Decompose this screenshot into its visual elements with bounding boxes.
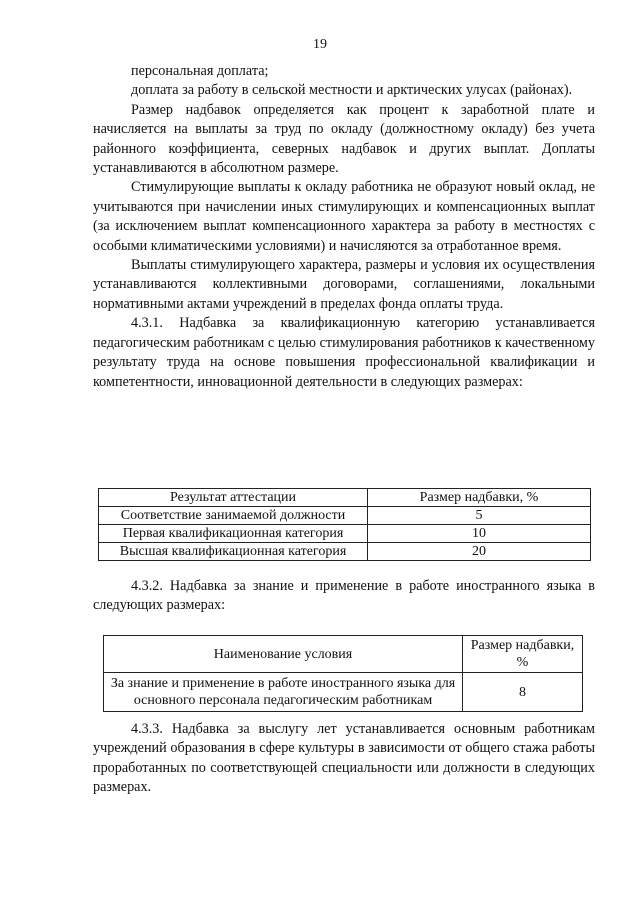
foreign-language-bonus-table (103, 635, 583, 712)
table-header-cell: Результат аттестации (99, 489, 368, 507)
paragraph: доплата за работу в сельской местности и арктических улусах (районах). (131, 82, 573, 99)
paragraph: 4.3.2. Надбавка за знание и применение в работе иностранного языка в следующих размерах: (93, 578, 595, 614)
table-cell: 10 (368, 525, 591, 543)
paragraph: Размер надбавок определяется как процент к заработной плате и начисляется на выплаты за труд по окладу (должностному окладу) без учета районного коэффициента, северных надбавок и других выплат. Доплаты устанавливаются в абсолютном размере. (93, 101, 595, 177)
table-cell: 20 (368, 543, 591, 561)
table-row (99, 507, 591, 525)
paragraph: 4.3.3. Надбавка за выслугу лет устанавливается основным работникам учреждений образования в сфере культуры в зависимости от общего стажа работы проработанных по соответствующей специальности или должности в следующих размерах. (93, 721, 595, 796)
table-header-cell: Размер надбавки, % (368, 489, 591, 507)
table-row (99, 543, 591, 561)
paragraph: Выплаты стимулирующего характера, размеры и условия их осуществления устанавливаются коллективными договорами, соглашениями, локальными нормативными актами учреждений в пределах фонда оплаты труда. (93, 257, 595, 312)
table-header-row (99, 489, 591, 507)
table-header-row (104, 636, 583, 673)
table-cell: Высшая квалификационная категория (99, 543, 368, 561)
paragraph: 4.3.1. Надбавка за квалификационную категорию устанавливается педагогическим работникам с целью стимулирования работников к качественному результату труда на основе повышения профессиональной квалификации и компетентности, инновационной деятельности в следующих размерах: (93, 315, 595, 390)
table-row (99, 525, 591, 543)
table-header-cell: Наименование условия (104, 636, 463, 673)
qualification-bonus-table (98, 488, 591, 561)
paragraph: персональная доплата; (131, 63, 269, 79)
table-cell: За знание и применение в работе иностранного языка для основного персонала педагогическим работникам (104, 673, 463, 712)
table-cell: 5 (368, 507, 591, 525)
paragraph: Стимулирующие выплаты к окладу работника не образуют новый оклад, не учитываются при начислении иных стимулирующих и компенсационных выплат (за исключением выплат компенсационного характера за работу в местностях с особыми климатическими условиями) и начисляются за отработанное время. (93, 179, 595, 254)
table-cell: 8 (463, 673, 583, 712)
table-row (104, 673, 583, 712)
body-text-mid (93, 577, 595, 616)
body-text-top (93, 62, 595, 392)
table-header-cell: Размер надбавки, % (463, 636, 583, 673)
table-cell: Соответствие занимаемой должности (99, 507, 368, 525)
page-number: 19 (313, 37, 327, 52)
body-text-bottom (93, 720, 595, 798)
table-cell: Первая квалификационная категория (99, 525, 368, 543)
